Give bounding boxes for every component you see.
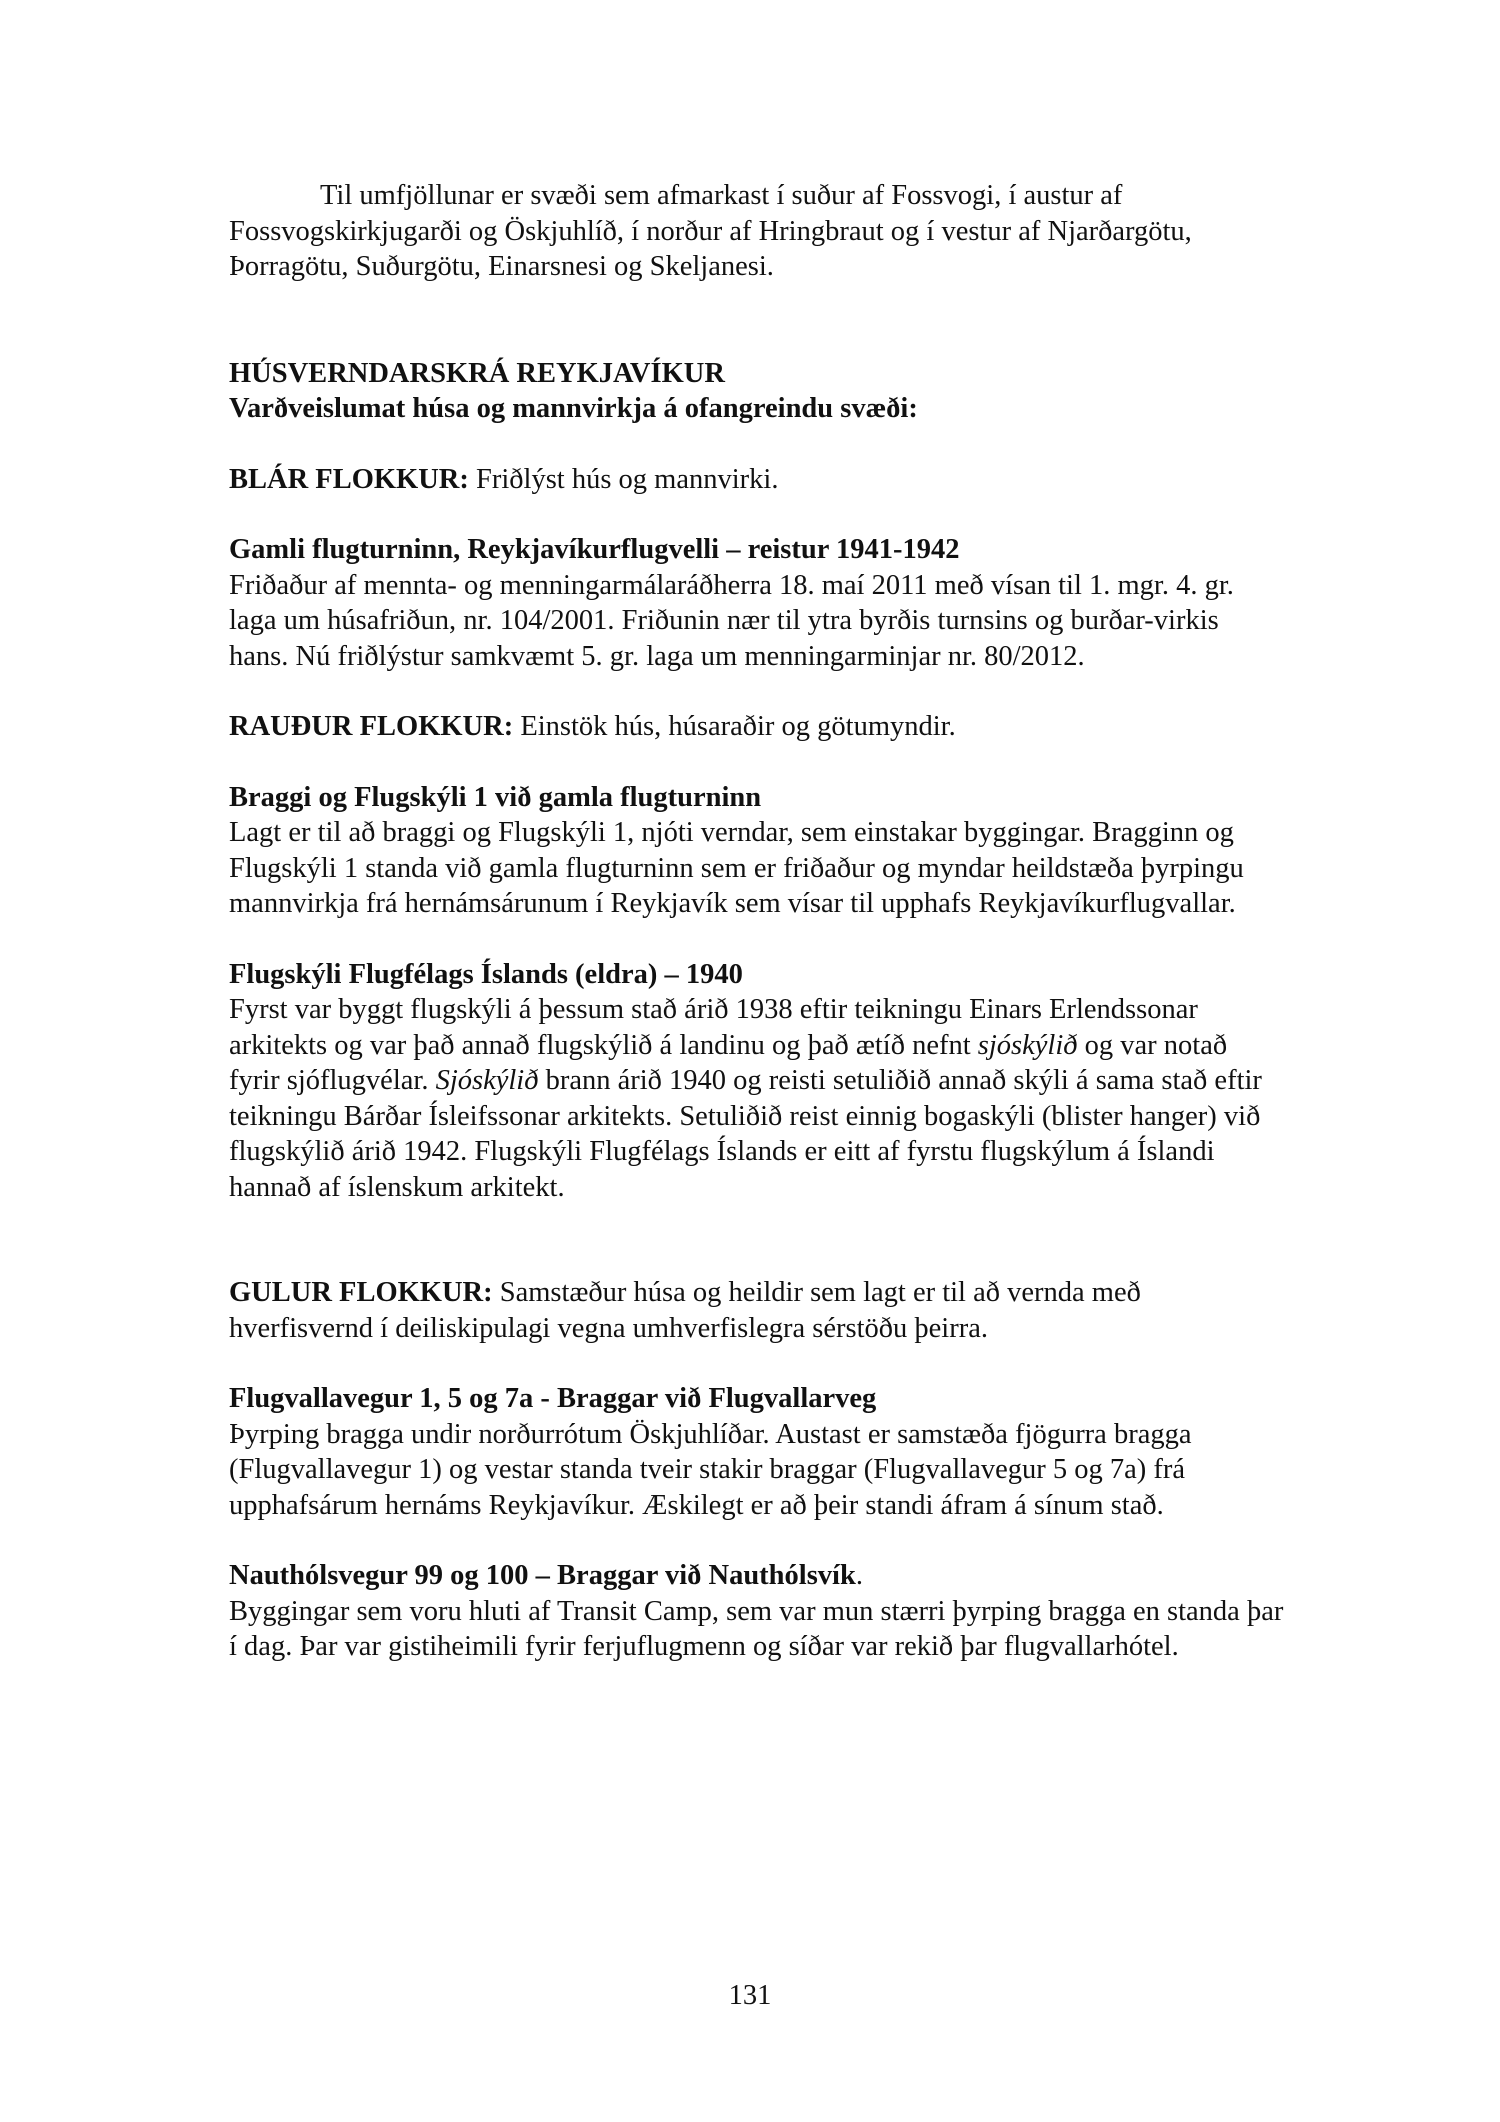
category-label: GULUR FLOKKUR: bbox=[229, 1277, 493, 1308]
intro-paragraph: Til umfjöllunar er svæði sem afmarkast í suður af Fossvogi, í austur af Fossvogskirkjugarði og Öskjuhlíð, í norður af Hringbraut og í vestur af Njarðargötu, Þorragötu, Suðurgötu, Einarsnesi og Skeljanesi. bbox=[229, 180, 1192, 282]
entry-title: Gamli flugturninn, Reykjavíkurflugvelli – reistur 1941-1942 bbox=[229, 534, 960, 565]
spacer bbox=[229, 1205, 1284, 1275]
entry-title: Nauthólsvegur 99 og 100 – Braggar við Nauthólsvík bbox=[229, 1560, 856, 1591]
spacer bbox=[229, 1523, 1284, 1558]
entry-title-line bbox=[229, 1558, 1284, 1594]
category-blar bbox=[229, 462, 1284, 498]
category-text: Einstök hús, húsaraðir og götumyndir. bbox=[513, 711, 956, 742]
entry-title: Flugskýli Flugfélags Íslands (eldra) – 1940 bbox=[229, 958, 743, 990]
entry-body-text: Fyrst var byggt flugskýli á þessum stað árið 1938 eftir teikningu Einars Erlendssonar arkitekts og var það annað flugskýlið á landinu og það ætíð nefnt bbox=[229, 994, 1198, 1061]
entry-body bbox=[229, 992, 1284, 1205]
spacer bbox=[229, 427, 1284, 462]
entry-body-italic: sjóskýlið bbox=[977, 1029, 1078, 1061]
entry-body: Byggingar sem voru hluti af Transit Camp, sem var mun stærri þyrping bragga en standa þar í dag. Þar var gistiheimili fyrir ferjuflugmenn og síðar var rekið þar flugvallarhótel. bbox=[229, 1595, 1284, 1662]
entry-body-text: og var notað fyrir sjóflugvélar. bbox=[229, 1029, 1228, 1096]
spacer bbox=[229, 922, 1284, 957]
entry-body-text: brann árið 1940 og reisti setuliðið annað skýli á sama stað eftir teikningu Bárðar Ísleifssonar arkitekts. Setuliðið reist einnig bogaskýli (blister hanger) við flugskýlið árið 1942. Flugskýli Flugfélags Íslands er eitt af fyrstu flugskýlum á Íslandi hannað af íslenskum arkitekt. bbox=[229, 1065, 1262, 1203]
spacer bbox=[229, 1346, 1284, 1381]
entry-body-italic: Sjóskýlið bbox=[435, 1065, 539, 1096]
section-subheading: Varðveislumat húsa og mannvirkja á ofangreindu svæði: bbox=[229, 393, 918, 424]
page-number: 131 bbox=[728, 1980, 772, 2011]
spacer bbox=[229, 674, 1284, 709]
section-heading: HÚSVERNDARSKRÁ REYKJAVÍKUR bbox=[229, 357, 725, 389]
entry-body: Lagt er til að braggi og Flugskýli 1, njóti verndar, sem einstakar byggingar. Bragginn og Flugskýli 1 standa við gamla flugturninn sem er friðaður og myndar heildstæða þyrpingu mannvirkja frá hernámsárunum í Reykjavík sem vísar til upphafs Reykjavíkurflugvallar. bbox=[229, 817, 1244, 919]
category-text: Friðlýst hús og mannvirki. bbox=[468, 463, 779, 495]
category-label: BLÁR FLOKKUR: bbox=[229, 463, 469, 495]
entry-body: Þyrping bragga undir norðurrótum Öskjuhlíðar. Austast er samstæða fjögurra bragga (Flugvallavegur 1) og vestar standa tveir stakir braggar (Flugvallavegur 5 og 7a) frá upphafsárum hernáms Reykjavíkur. Æskilegt er að þeir standi áfram á sínum stað. bbox=[229, 1418, 1192, 1521]
category-gulur bbox=[229, 1275, 1284, 1346]
document-page bbox=[229, 178, 1284, 1665]
category-raudur bbox=[229, 709, 1284, 745]
spacer bbox=[229, 285, 1284, 356]
spacer bbox=[229, 497, 1284, 532]
category-text: Samstæður húsa og heildir sem lagt er til að vernda með hverfisvernd í deiliskipulagi vegna umhverfislegra sérstöðu þeirra. bbox=[229, 1277, 1141, 1344]
entry-title: Flugvallavegur 1, 5 og 7a - Braggar við Flugvallarveg bbox=[229, 1383, 877, 1414]
category-label: RAUÐUR FLOKKUR: bbox=[229, 711, 514, 742]
entry-body: Friðaður af mennta- og menningarmálaráðherra 18. maí 2011 með vísan til 1. mgr. 4. gr. laga um húsafriðun, nr. 104/2001. Friðunin nær til ytra byrðis turnsins og burðar-virkis hans. Nú friðlýstur samkvæmt 5. gr. laga um menningarminjar nr. 80/2012. bbox=[229, 569, 1234, 672]
entry-title: Braggi og Flugskýli 1 við gamla flugturninn bbox=[229, 781, 762, 813]
spacer bbox=[229, 745, 1284, 780]
entry-title-end: . bbox=[855, 1560, 863, 1591]
